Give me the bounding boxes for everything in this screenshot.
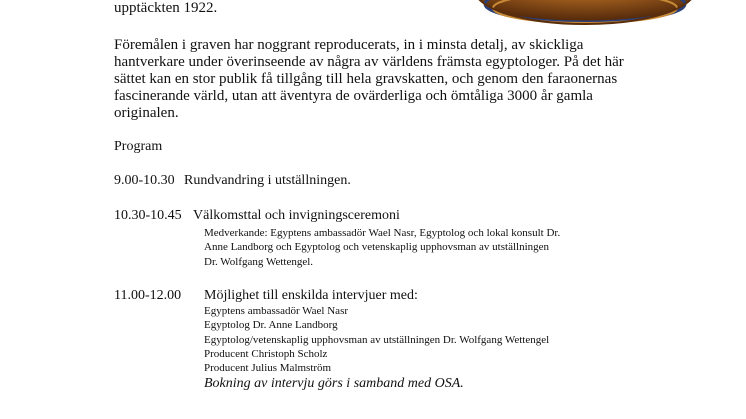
schedule-detail: Egyptolog/vetenskaplig upphovsman av utställningen Dr. Wolfgang Wettengel: [204, 334, 550, 346]
schedule-time: 10.30-10.45: [114, 208, 182, 223]
paragraph-line: hantverkare under överinseende av några av världens främsta egyptologer. På det här: [114, 54, 624, 70]
schedule-detail: Producent Christoph Scholz: [204, 348, 328, 360]
schedule-detail: Anne Landborg och Egyptolog och vetenskaplig upphovsman av utställningen: [204, 241, 550, 253]
schedule-time: 11.00-12.00: [114, 288, 182, 303]
schedule-detail: Egyptolog Dr. Anne Landborg: [204, 319, 338, 331]
schedule-detail: Egyptens ambassadör Wael Nasr: [204, 305, 349, 317]
schedule-title: Möjlighet till enskilda intervjuer med:: [204, 288, 418, 303]
schedule-detail: Producent Julius Malmström: [204, 362, 332, 374]
intro-tail-text: upptäckten 1922.: [114, 0, 218, 16]
paragraph-line: fascinerande värld, utan att äventyra de ovärderliga och ömtåliga 3000 år gamla: [114, 88, 593, 104]
schedule-time: 9.00-10.30: [114, 173, 175, 188]
paragraph-line: Föremålen i graven har noggrant reproducerats, in i minsta detalj, av skickliga: [114, 37, 584, 53]
golden-artifact-image: [470, 0, 700, 26]
schedule-title: Rundvandring i utställningen.: [184, 173, 351, 188]
paragraph-line: originalen.: [114, 105, 179, 121]
booking-note: Bokning av intervju görs i samband med OSA.: [204, 376, 464, 391]
schedule-detail: Medverkande: Egyptens ambassadör Wael Nasr, Egyptolog och lokal konsult Dr.: [204, 227, 561, 239]
program-heading: Program: [114, 139, 163, 154]
schedule-title: Välkomsttal och invigningsceremoni: [193, 208, 400, 223]
paragraph-line: sättet kan en stor publik få tillgång till hela gravskatten, och genom den faraonernas: [114, 71, 618, 87]
artifact-body: [475, 0, 695, 24]
schedule-detail: Dr. Wolfgang Wettengel.: [204, 256, 314, 268]
